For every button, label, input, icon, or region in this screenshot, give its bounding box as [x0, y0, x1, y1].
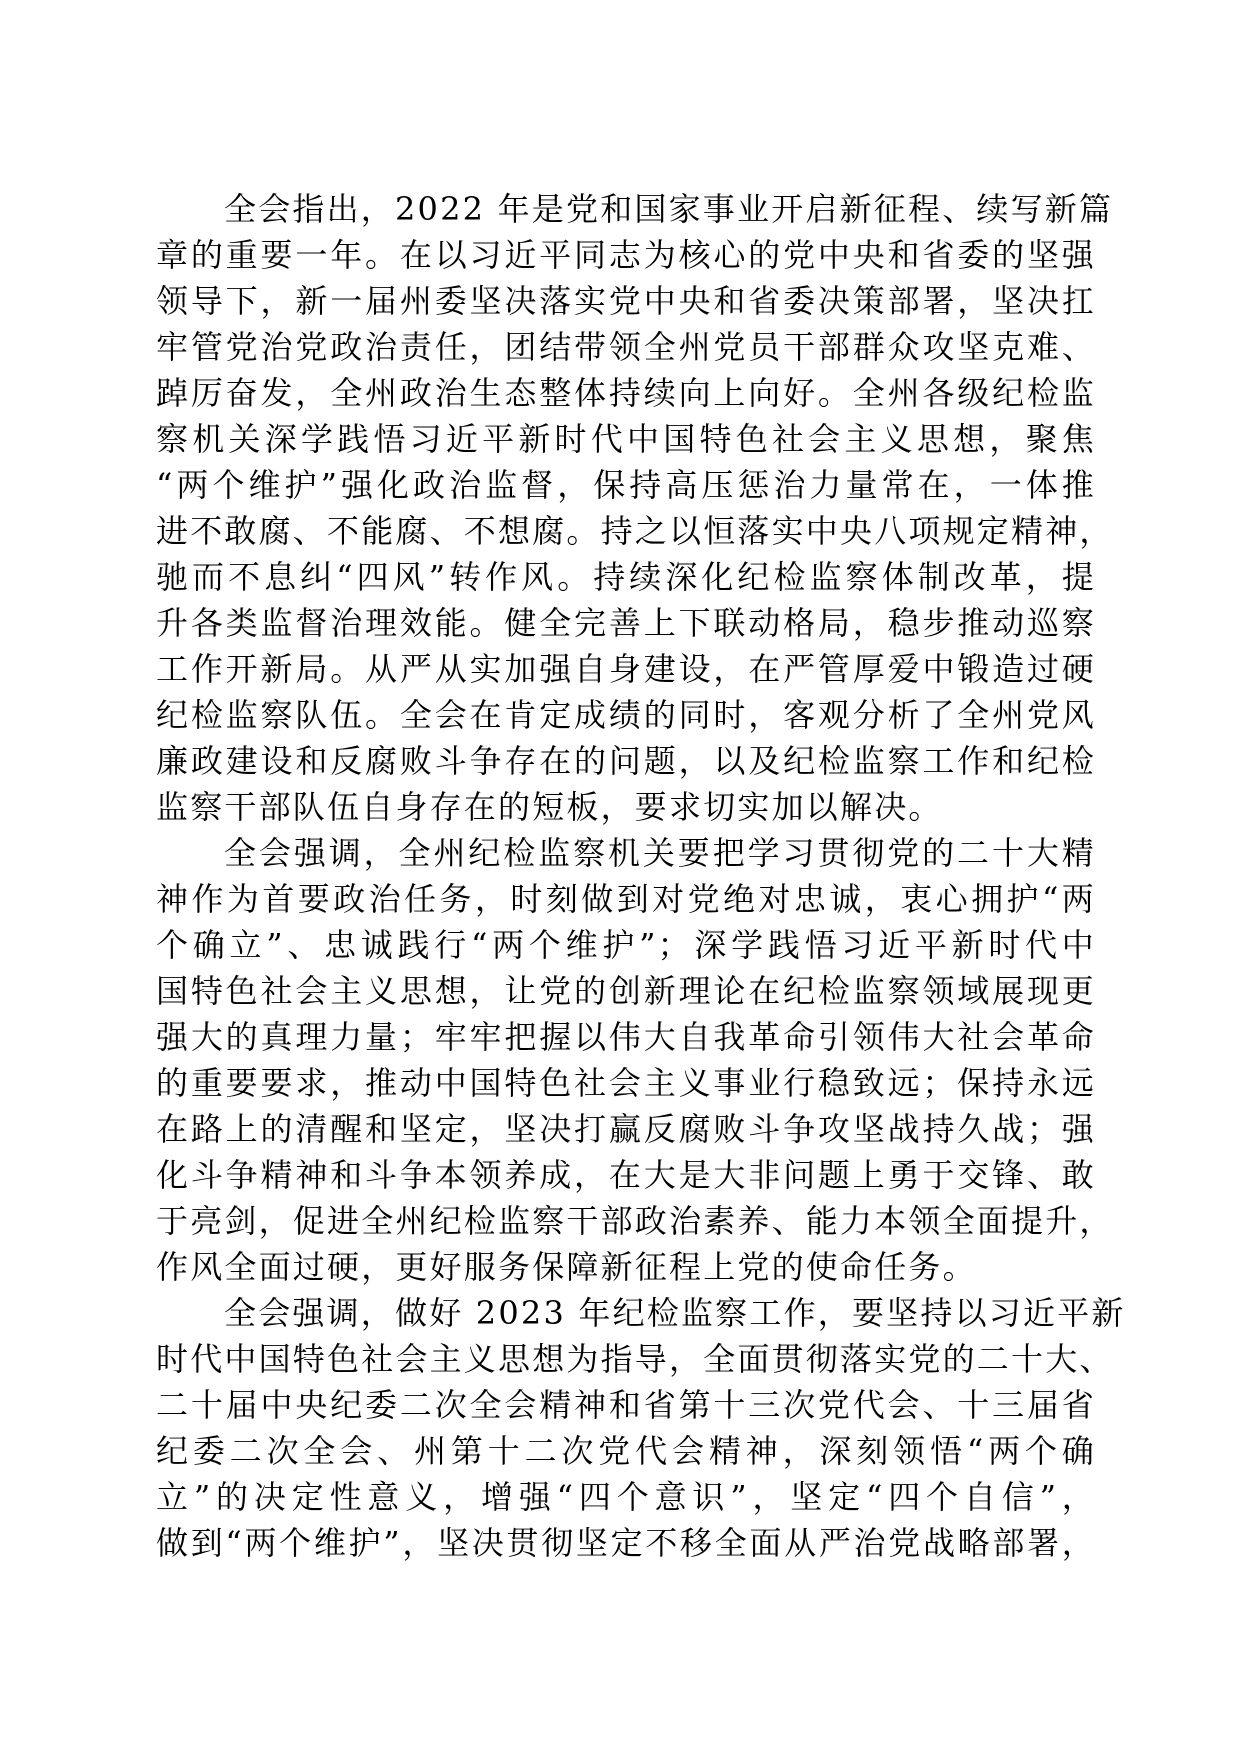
- text-line: 国特色社会主义思想，让党的创新理论在纪检监察领域展现更: [156, 972, 1096, 1010]
- text-line: 作风全面过硬，更好服务保障新征程上党的使命任务。: [156, 1248, 977, 1286]
- paragraph-1: [156, 186, 1114, 830]
- text-line: 察机关深学践悟习近平新时代中国特色社会主义思想，聚焦: [156, 420, 1096, 458]
- text-line: 做到“两个维护”，坚决贯彻坚定不移全面从严治党战略部署，: [156, 1524, 1096, 1562]
- text-line: 纪检监察队伍。全会在肯定成绩的同时，客观分析了全州党风: [156, 696, 1096, 734]
- document-body: [156, 186, 1126, 1566]
- text-line: 工作开新局。从严从实加强自身建设，在严管厚爱中锻造过硬: [156, 650, 1096, 688]
- text-line: 全会强调，做好 2023 年纪检监察工作，要坚持以习近平新: [224, 1294, 1126, 1332]
- text-line: 升各类监督治理效能。健全完善上下联动格局，稳步推动巡察: [156, 604, 1096, 642]
- text-line: 章的重要一年。在以习近平同志为核心的党中央和省委的坚强: [156, 236, 1096, 274]
- text-line: 立”的决定性意义，增强“四个意识”，坚定“四个自信”，: [156, 1478, 1096, 1516]
- text-line: 强大的真理力量；牢牢把握以伟大自我革命引领伟大社会革命: [156, 1018, 1096, 1056]
- text-line: 化斗争精神和斗争本领养成，在大是大非问题上勇于交锋、敢: [156, 1156, 1096, 1194]
- text-line: 进不敢腐、不能腐、不想腐。持之以恒落实中央八项规定精神，: [156, 512, 1114, 550]
- text-line: 神作为首要政治任务，时刻做到对党绝对忠诚，衷心拥护“两: [156, 880, 1096, 918]
- text-line: 领导下，新一届州委坚决落实党中央和省委决策部署，坚决扛: [156, 282, 1096, 320]
- text-line: “两个维护”强化政治监督，保持高压惩治力量常在，一体推: [156, 466, 1096, 504]
- text-line: 于亮剑，促进全州纪检监察干部政治素养、能力本领全面提升，: [156, 1202, 1114, 1240]
- text-line: 时代中国特色社会主义思想为指导，全面贯彻落实党的二十大、: [156, 1340, 1114, 1378]
- text-line: 纪委二次全会、州第十二次党代会精神，深刻领悟“两个确: [156, 1432, 1096, 1470]
- text-line: 驰而不息纠“四风”转作风。持续深化纪检监察体制改革，提: [156, 558, 1096, 596]
- text-line: 二十届中央纪委二次全会精神和省第十三次党代会、十三届省: [156, 1386, 1096, 1424]
- text-line: 全会指出，2022 年是党和国家事业开启新征程、续写新篇: [224, 190, 1114, 228]
- text-line: 监察干部队伍自身存在的短板，要求切实加以解决。: [156, 788, 943, 826]
- text-line: 全会强调，全州纪检监察机关要把学习贯彻党的二十大精: [224, 834, 1096, 872]
- text-line: 个确立”、忠诚践行“两个维护”；深学践悟习近平新时代中: [156, 926, 1096, 964]
- text-line: 踔厉奋发，全州政治生态整体持续向上向好。全州各级纪检监: [156, 374, 1096, 412]
- text-line: 在路上的清醒和坚定，坚决打赢反腐败斗争攻坚战持久战；强: [156, 1110, 1096, 1148]
- text-line: 牢管党治党政治责任，团结带领全州党员干部群众攻坚克难、: [156, 328, 1096, 366]
- text-line: 的重要要求，推动中国特色社会主义事业行稳致远；保持永远: [156, 1064, 1096, 1102]
- paragraph-3: [156, 1290, 1126, 1566]
- text-line: 廉政建设和反腐败斗争存在的问题，以及纪检监察工作和纪检: [156, 742, 1096, 780]
- paragraph-2: [156, 830, 1114, 1290]
